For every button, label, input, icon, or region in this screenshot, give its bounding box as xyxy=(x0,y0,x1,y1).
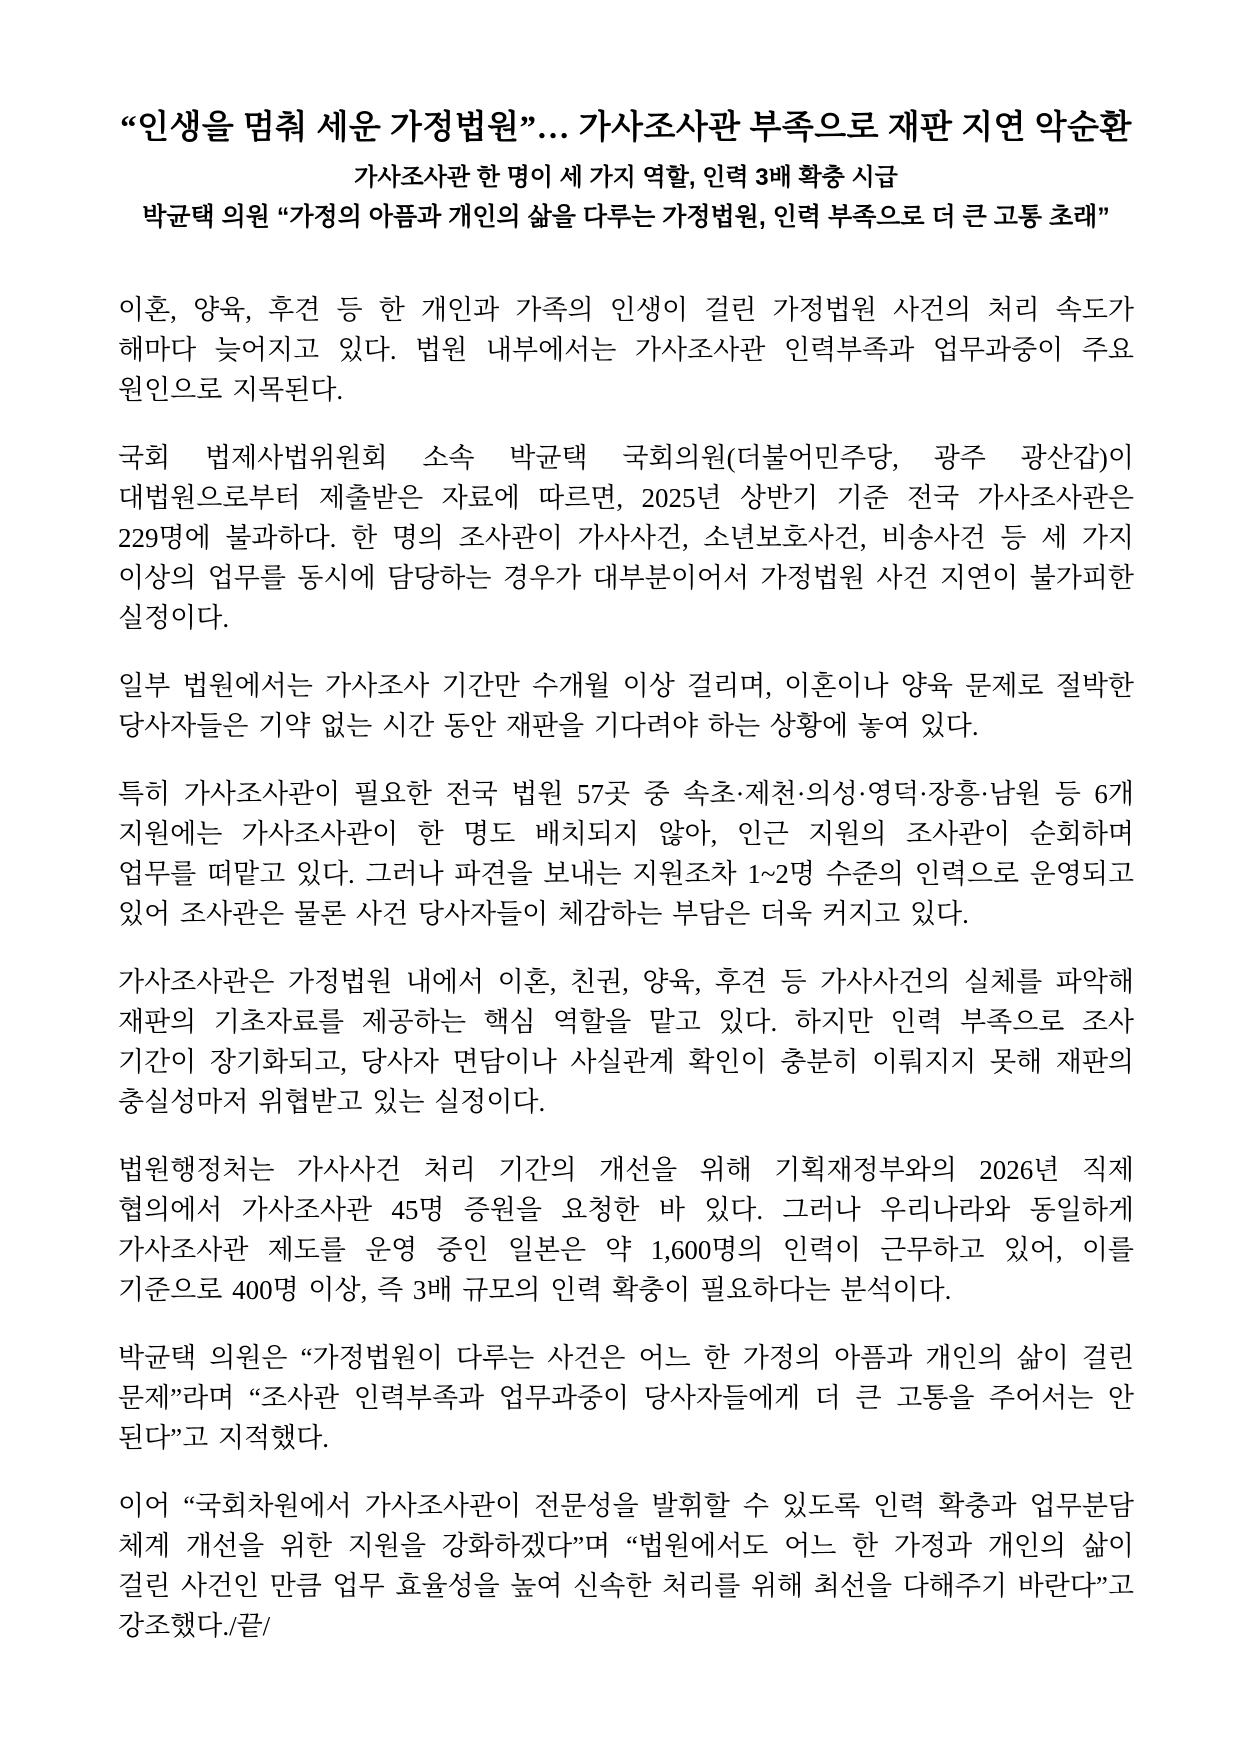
body-paragraph-4: 특히 가사조사관이 필요한 전국 법원 57곳 중 속초·제천·의성·영덕·장흥·남원 등 6개 지원에는 가사조사관이 한 명도 배치되지 않아, 인근 지원의 조사관이 순회하며 업무를 떠맡고 있다. 그러나 파견을 보내는 지원조차 1~2명 수준의 인력으로 운영되고 있어 조사관은 물론 사건 당사자들이 체감하는 부담은 더욱 커지고 있다. xyxy=(118,779,1134,929)
body-paragraph-7: 박균택 의원은 “가정법원이 다루는 사건은 어느 한 가정의 아픔과 개인의 삶이 걸린 문제”라며 “조사관 인력부족과 업무과중이 당사자들에게 더 큰 고통을 주어서는 안 된다”고 지적했다. xyxy=(118,1343,1134,1453)
body-paragraph-3: 일부 법원에서는 가사조사 기간만 수개월 이상 걸리며, 이혼이나 양육 문제로 절박한 당사자들은 기약 없는 시간 동안 재판을 기다려야 하는 상황에 놓여 있다. xyxy=(118,671,1134,741)
document-title: “인생을 멈춰 세운 가정법원”… 가사조사관 부족으로 재판 지연 악순환 xyxy=(120,110,1132,146)
document-body xyxy=(118,290,1134,1646)
body-paragraph-1: 이혼, 양육, 후견 등 한 개인과 가족의 인생이 걸린 가정법원 사건의 처리 속도가 해마다 늦어지고 있다. 법원 내부에서는 가사조사관 인력부족과 업무과중이 주요 원인으로 지목된다. xyxy=(118,295,1134,405)
body-paragraph-2: 국회 법제사법위원회 소속 박균택 국회의원(더불어민주당, 광주 광산갑)이 대법원으로부터 제출받은 자료에 따르면, 2025년 상반기 기준 전국 가사조사관은 229명에 불과하다. 한 명의 조사관이 가사사건, 소년보호사건, 비송사건 등 세 가지 이상의 업무를 동시에 담당하는 경우가 대부분이어서 가정법원 사건 지연이 불가피한 실정이다. xyxy=(118,443,1134,633)
body-paragraph-5: 가사조사관은 가정법원 내에서 이혼, 친권, 양육, 후견 등 가사사건의 실체를 파악해 재판의 기초자료를 제공하는 핵심 역할을 맡고 있다. 하지만 인력 부족으로 조사 기간이 장기화되고, 당사자 면담이나 사실관계 확인이 충분히 이뤄지지 못해 재판의 충실성마저 위협받고 있는 실정이다. xyxy=(118,967,1134,1117)
document-subtitle-role: 가사조사관 한 명이 세 가지 역할, 인력 3배 확충 시급 xyxy=(354,164,898,191)
document-subtitle-quote: 박균택 의원 “가정의 아픔과 개인의 삶을 다루는 가정법원, 인력 부족으로 더 큰 고통 초래” xyxy=(142,203,1110,231)
body-paragraph-6: 법원행정처는 가사사건 처리 기간의 개선을 위해 기획재정부와의 2026년 직제 협의에서 가사조사관 45명 증원을 요청한 바 있다. 그러나 우리나라와 동일하게 가사조사관 제도를 운영 중인 일본은 약 1,600명의 인력이 근무하고 있어, 이를 기준으로 400명 이상, 즉 3배 규모의 인력 확충이 필요하다는 분석이다. xyxy=(118,1155,1134,1305)
body-paragraph-8: 이어 “국회차원에서 가사조사관이 전문성을 발휘할 수 있도록 인력 확충과 업무분담 체계 개선을 위한 지원을 강화하겠다”며 “법원에서도 어느 한 가정과 개인의 삶이 걸린 사건인 만큼 업무 효율성을 높여 신속한 처리를 위해 최선을 다해주기 바란다”고 강조했다./끝/ xyxy=(118,1491,1134,1641)
document-header xyxy=(118,106,1134,234)
